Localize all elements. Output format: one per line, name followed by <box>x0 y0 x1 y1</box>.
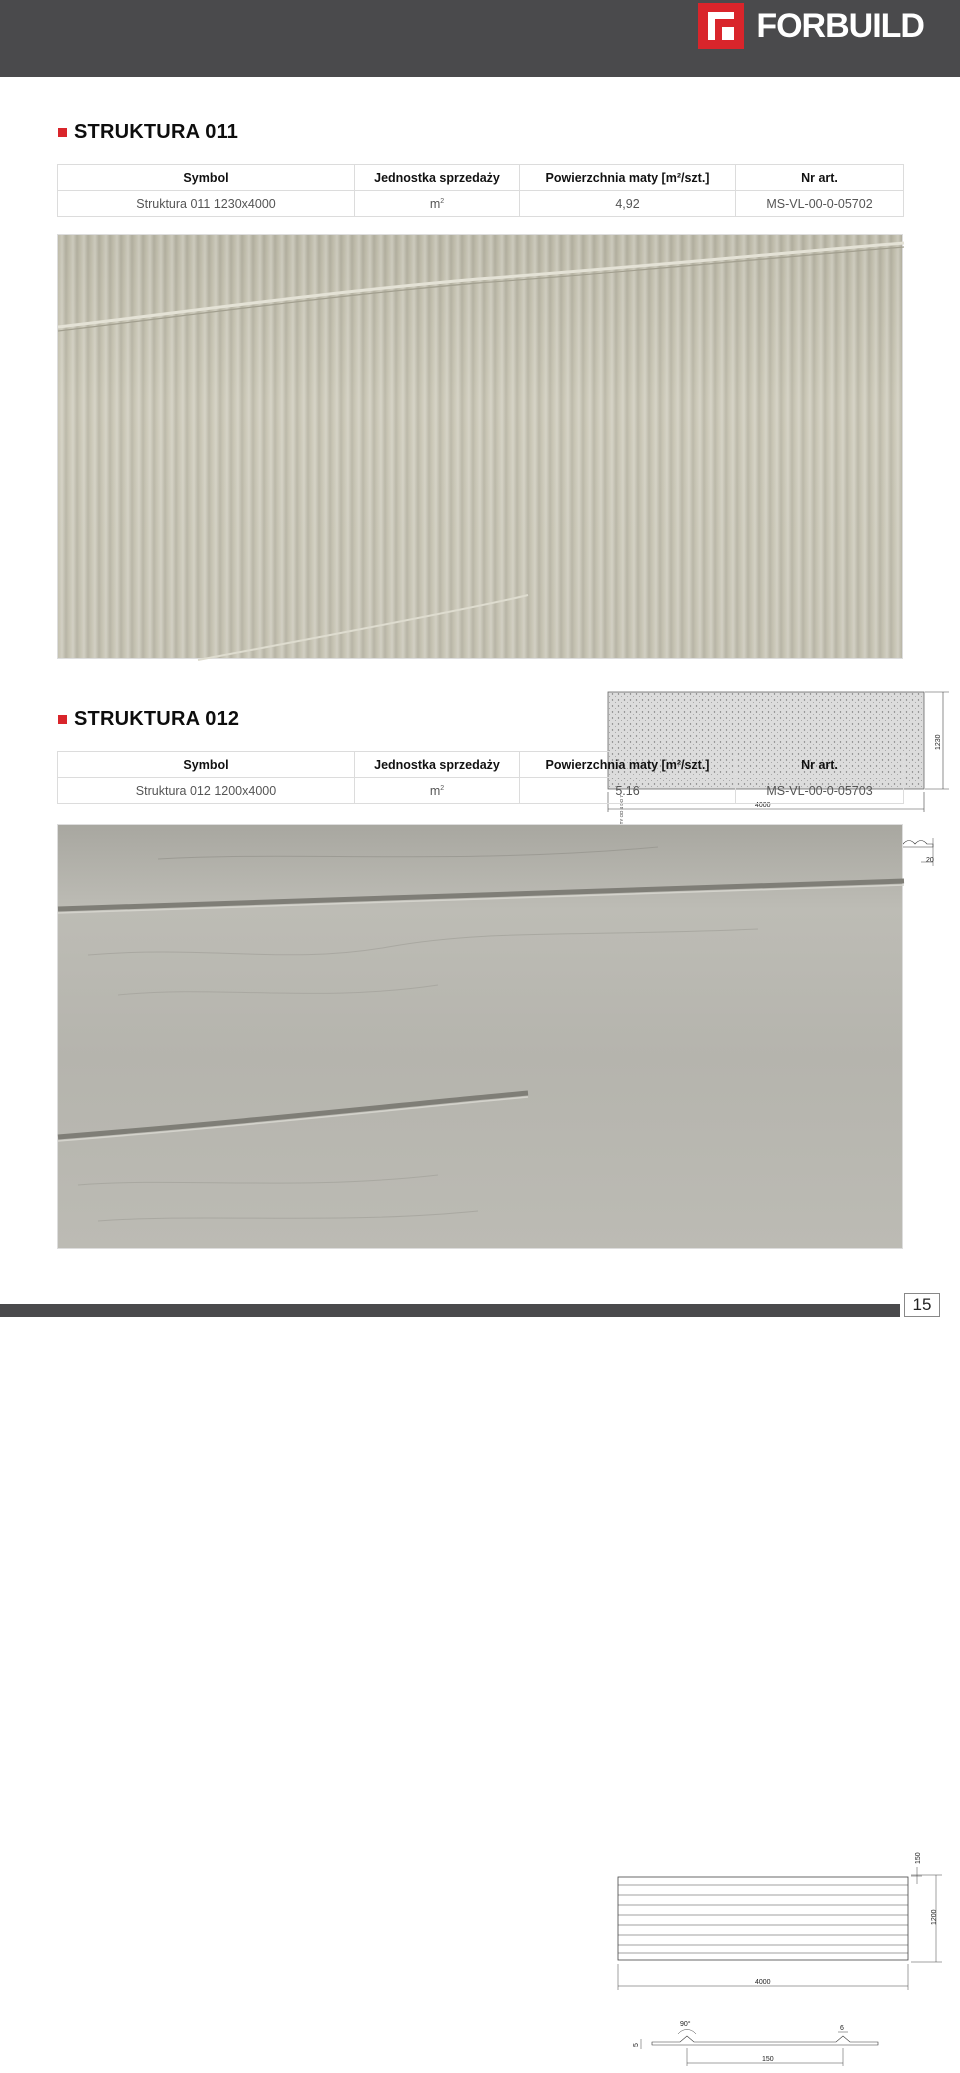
header-art-no: Nr art. <box>736 752 904 778</box>
header-art-no: Nr art. <box>736 165 904 191</box>
dim-pitch: 150 <box>762 2056 774 2063</box>
footer-bar <box>0 1304 900 1317</box>
page-number: 15 <box>904 1293 940 1317</box>
header-area: Powierzchnia maty [m²/szt.] <box>520 165 736 191</box>
dim-edge-right: 20 <box>926 857 934 864</box>
dim-height: 1200 <box>931 1909 938 1925</box>
table-row <box>58 191 904 217</box>
wood-grain-overlay <box>58 825 904 1250</box>
forbuild-logo <box>698 3 924 49</box>
dim-gap: 6 <box>840 2025 844 2032</box>
table-header-row <box>58 165 904 191</box>
technical-drawing-012 <box>586 1848 960 2073</box>
dim-angle: 90° <box>680 2021 691 2028</box>
top-bar <box>0 0 960 77</box>
cell-art-no: MS-VL-00-0-05703 <box>736 778 904 804</box>
logo-mark-icon <box>698 3 744 49</box>
texture-photo-012 <box>57 824 938 2063</box>
cell-symbol: Struktura 011 1230x4000 <box>58 191 355 217</box>
spec-table-012 <box>57 751 904 804</box>
dim-height: 1230 <box>935 734 942 750</box>
table-row <box>58 778 904 804</box>
cell-area: 5.16 <box>520 778 736 804</box>
red-square-icon <box>58 128 67 137</box>
cell-art-no: MS-VL-00-0-05702 <box>736 191 904 217</box>
dim-width: 4000 <box>755 1979 771 1986</box>
cell-symbol: Struktura 012 1200x4000 <box>58 778 355 804</box>
drawing-inset-012 <box>586 1848 960 2073</box>
header-area: Powierzchnia maty [m²/szt.] <box>520 752 736 778</box>
cell-unit: $m^2$ <box>355 778 520 804</box>
cell-area: 4,92 <box>520 191 736 217</box>
header-unit: Jednostka sprzedaży <box>355 752 520 778</box>
dim-depth: 5 <box>633 2043 640 2047</box>
brand-name: FORBUILD <box>756 7 924 45</box>
dim-board: 150 <box>915 1852 922 1864</box>
red-square-icon <box>58 715 67 724</box>
table-header-row <box>58 752 904 778</box>
header-symbol: Symbol <box>58 165 355 191</box>
header-symbol: Symbol <box>58 752 355 778</box>
section-title-struktura-011: STRUKTURA 011 <box>58 121 238 144</box>
dim-width: 4000 <box>755 802 771 809</box>
spec-table-011 <box>57 164 904 217</box>
texture-seam-overlay <box>58 235 904 660</box>
section-title-struktura-012: STRUKTURA 012 <box>58 708 239 731</box>
header-unit: Jednostka sprzedaży <box>355 165 520 191</box>
cell-unit: $m^2$ <box>355 191 520 217</box>
